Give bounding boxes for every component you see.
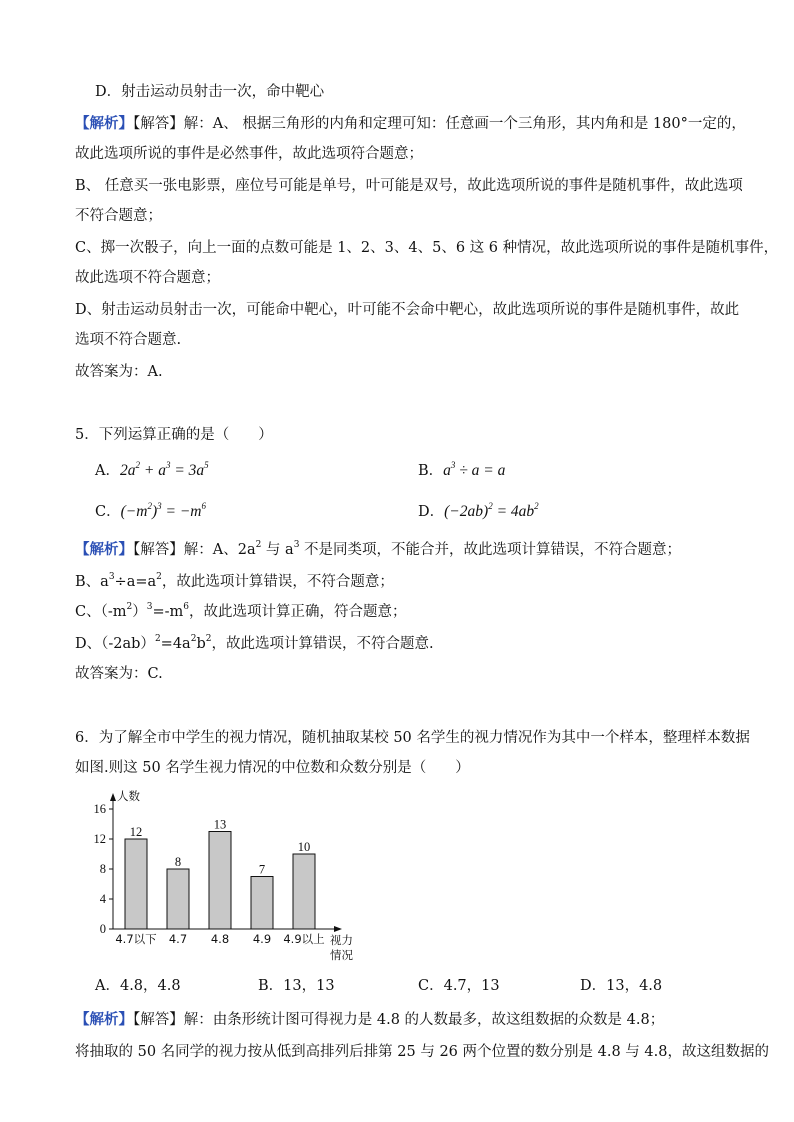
bar <box>125 839 147 929</box>
bar <box>167 869 189 929</box>
bar-value-label: 8 <box>174 855 182 869</box>
bar-value-label: 10 <box>297 840 311 854</box>
answer-tag: 【解答】 <box>133 542 184 558</box>
bar <box>251 877 273 930</box>
analysis-tag: 【解析】 <box>75 541 133 558</box>
q4-analysis-line-1: 【解析】【解答】解：A、 根据三角形的内角和定理可知：任意画一个三角形，其内角和是 180°一定的， <box>75 115 746 132</box>
q6-option-d: D．13，4.8 <box>580 978 663 994</box>
x-category-label: 4.9 <box>252 932 272 946</box>
y-tick-label: 4 <box>99 892 106 906</box>
q5-stem: 5．下列运算正确的是（ ） <box>75 427 273 443</box>
q6-option-a: A．4.8，4.8 <box>95 978 181 994</box>
bar-value-label: 7 <box>258 862 266 877</box>
q6-analysis-line-1: 【解析】【解答】解：由条形统计图可得视力是 4.8 的人数最多，故这组数据的众数是 4.8； <box>75 1011 665 1028</box>
x-category-label: 4.8 <box>210 932 230 946</box>
x-axis-arrow <box>334 926 342 932</box>
vision-bar-chart <box>85 784 375 964</box>
q4-analysis-line-7: D、射击运动员射击一次，可能命中靶心，叶可能不会命中靶心，故此选项所说的事件是随机事件，故此 <box>75 302 740 318</box>
bar-value-label: 13 <box>213 817 227 832</box>
bar <box>293 854 315 929</box>
analysis-tag: 【解析】 <box>75 1011 133 1028</box>
y-tick-label: 16 <box>93 802 106 816</box>
x-axis-label-line-1: 视力 <box>330 933 353 947</box>
q6-analysis-line-2: 将抽取的 50 名同学的视力按从低到高排列后排第 25 与 26 两个位置的数分别是 4.8 与 4.8，故这组数据的 <box>75 1044 769 1060</box>
q5-analysis-line-2: B、$a^3\div a=a^2$，故此选项计算错误，不符合题意； <box>75 572 394 590</box>
q4-analysis-line-5: C、掷一次骰子，向上一面的点数可能是 1、2、3、4、5、6 这 6 种情况，故此选项所说的事件是随机事件， <box>75 240 779 256</box>
y-tick-label: 12 <box>93 832 106 846</box>
x-category-label: 4.7 <box>168 932 188 946</box>
q5-analysis-line-3: C、$(-m^2)^3=-m^6$，故此选项计算正确，符合题意； <box>75 602 407 620</box>
q5-analysis-line-4: D、$(-2ab)^2=4a^2b^2$，故此选项计算错误，不符合题意. <box>75 634 434 652</box>
q6-stem-line-2: 如图.则这 50 名学生视力情况的中位数和众数分别是（ ） <box>75 760 470 776</box>
x-category-label: 4.9以上 <box>283 932 325 946</box>
q6-option-c: C．4.7，13 <box>418 978 500 994</box>
y-axis-label: 人数 <box>117 789 140 803</box>
q6-stem-line-1: 6．为了解全市中学生的视力情况，随机抽取某校 50 名学生的视力情况作为其中一个样本，整理样本数据 <box>75 730 750 746</box>
y-tick-label: 8 <box>99 862 106 876</box>
q4-analysis-line-4: 不符合题意； <box>75 208 162 224</box>
x-category-label: 4.7以下 <box>115 932 157 946</box>
y-tick-label: 0 <box>99 922 106 936</box>
bar-value-label: 12 <box>129 825 143 839</box>
q4-analysis-line-8: 选项不符合题意. <box>75 332 182 348</box>
q5-option-a: A．$2a^2 + a^3 = 3a^5$ <box>95 460 209 479</box>
x-axis-label-line-2: 情况 <box>330 948 353 962</box>
q4-analysis-line-2: 故此选项所说的事件是必然事件，故此选项符合题意； <box>75 146 423 162</box>
q5-analysis-line-1: 【解析】【解答】解：A、$2a^2$ 与 $a^3$ 不是同类项，不能合并，故此选项计算错误，不符合题意； <box>75 540 682 558</box>
answer-tag: 【解答】 <box>133 116 184 132</box>
chart-bars <box>125 832 315 930</box>
q4-analysis-line-3: B、 任意买一张电影票，座位号可能是单号，叶可能是双号，故此选项所说的事件是随机事件，故此选项 <box>75 178 743 194</box>
q5-option-b: B．$a^3 \div a = a$ <box>418 460 506 479</box>
q5-option-c: C．$(-m^2)^3 = -m^6$ <box>95 501 206 520</box>
q5-answer: 故答案为：C. <box>75 666 163 682</box>
q6-option-b: B．13，13 <box>258 978 335 994</box>
bar <box>209 832 231 930</box>
analysis-tag: 【解析】 <box>75 115 133 132</box>
q4-option-d: D．射击运动员射击一次，命中靶心 <box>95 84 325 100</box>
answer-tag: 【解答】 <box>133 1012 184 1028</box>
q4-answer: 故答案为：A. <box>75 364 163 380</box>
y-axis-arrow <box>110 793 116 801</box>
q5-option-d: D．$(-2ab)^2 = 4ab^2$ <box>418 501 539 520</box>
q4-analysis-line-6: 故此选项不符合题意； <box>75 270 220 286</box>
